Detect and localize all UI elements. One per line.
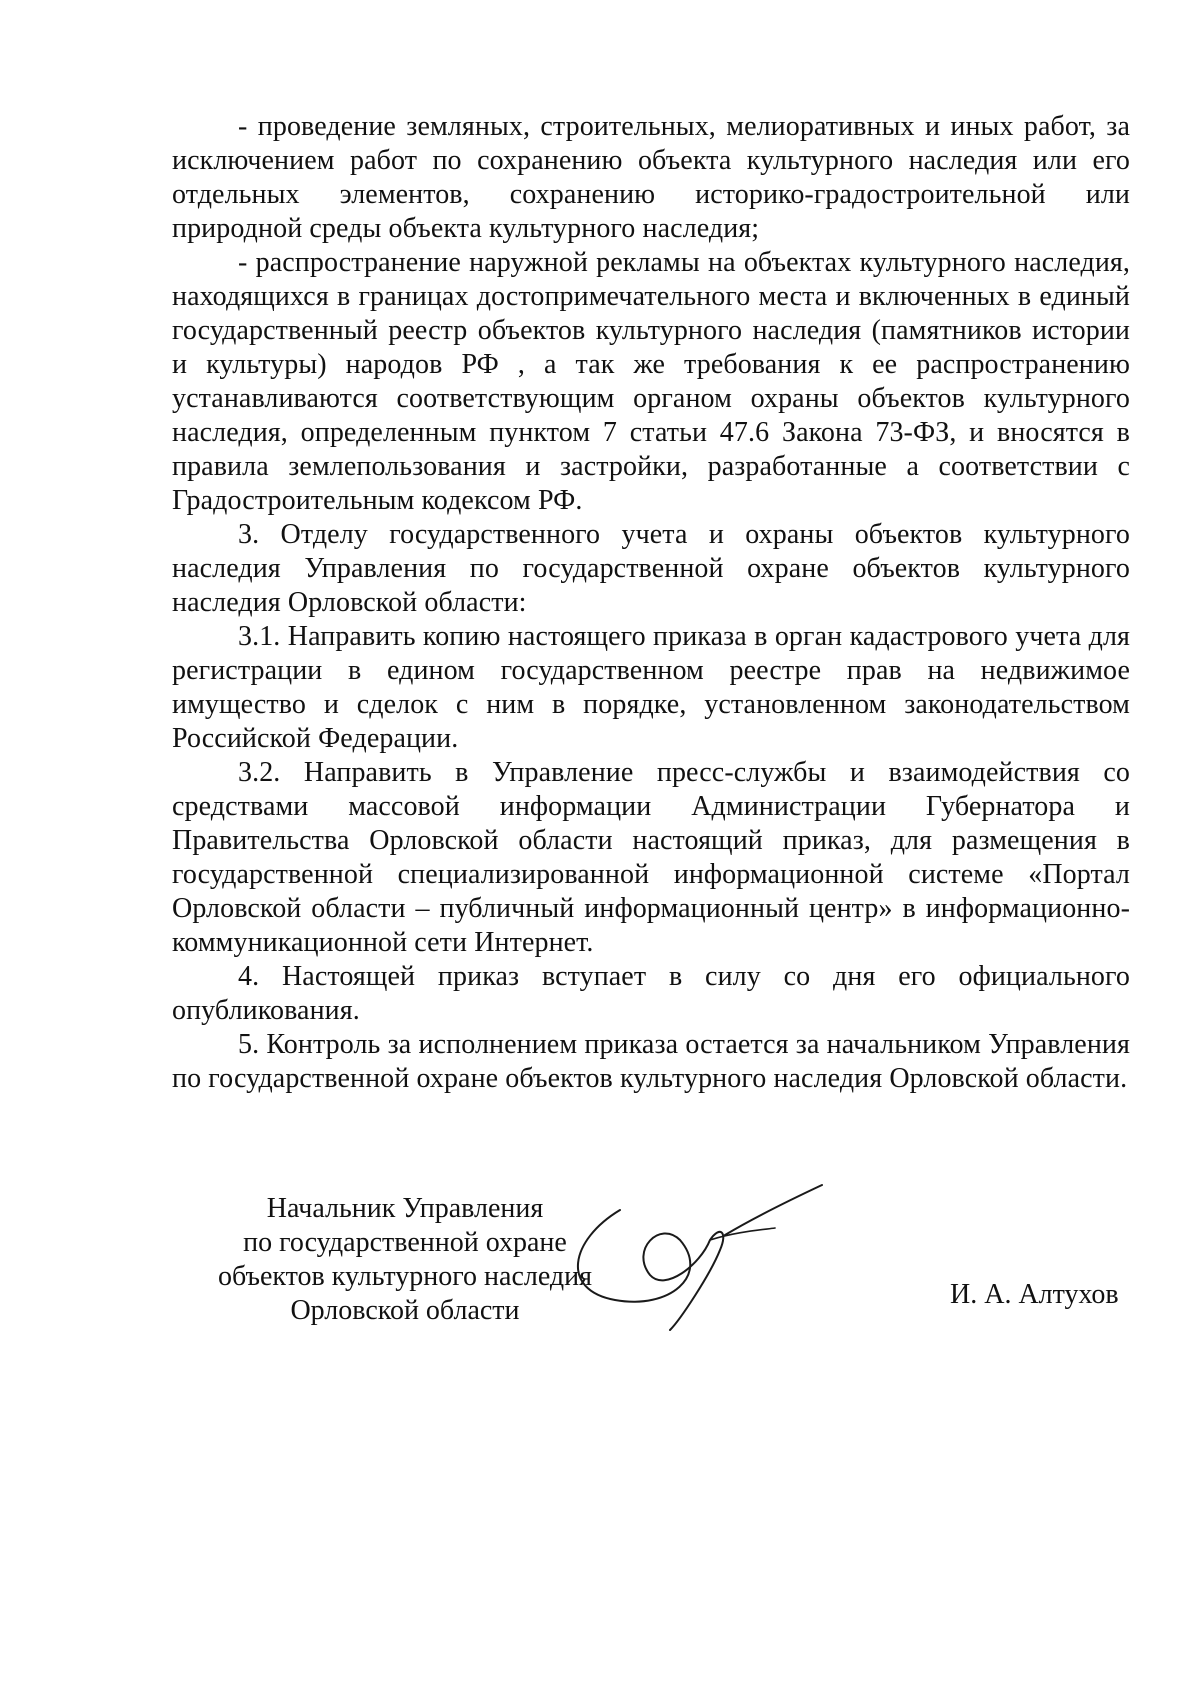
- signatory-title-line: по государственной охране: [243, 1227, 567, 1258]
- signatory-title-line: Орловской области: [290, 1295, 520, 1326]
- paragraph-item-3-1: 3.1. Направить копию настоящего приказа в орган кадастрового учета для регистрации в едином государственном реестре прав на недвижимое имущество и сделок с ним в порядке, установленном законодательством Российской Федерации.: [172, 621, 1130, 754]
- paragraph-earthworks: - проведение земляных, строительных, мелиоративных и иных работ, за исключением работ по сохранению объекта культурного наследия или его отдельных элементов, сохранению историко-градостроительной или природной среды объекта культурного наследия;: [172, 111, 1130, 244]
- handwritten-signature: [560, 1180, 840, 1340]
- paragraph-item-5: 5. Контроль за исполнением приказа остается за начальником Управления по государственной охране объектов культурного наследия Орловской области.: [172, 1029, 1130, 1094]
- paragraph-item-4: 4. Настоящей приказ вступает в силу со дня его официального опубликования.: [172, 961, 1130, 1026]
- signatory-title: [190, 1192, 620, 1328]
- paragraph-item-3: 3. Отделу государственного учета и охраны объектов культурного наследия Управления по государственной охране объектов культурного наследия Орловской области:: [172, 519, 1130, 618]
- signatory-title-line: объектов культурного наследия: [217, 1261, 593, 1292]
- signatory-title-line: Начальник Управления: [266, 1193, 544, 1224]
- paragraph-item-3-2: 3.2. Направить в Управление пресс-службы и взаимодействия со средствами массовой информации Администрации Губернатора и Правительства Орловской области настоящий приказ, для размещения в государственной специализированной информационной системе «Портал Орловской области – публичный информационный центр» в информационно-коммуникационной сети Интернет.: [172, 757, 1130, 958]
- signatory-name: И. А. Алтухов: [950, 1279, 1119, 1310]
- document-body: [172, 110, 1130, 1096]
- paragraph-advertising: - распространение наружной рекламы на объектах культурного наследия, находящихся в границах достопримечательного места и включенных в единый государственный реестр объектов культурного наследия (памятников истории и культуры) народов РФ , а так же требования к ее распространению устанавливаются соответствующим органом охраны объектов культурного наследия, определенным пунктом 7 статьи 47.6 Закона 73-ФЗ, и вносятся в правила землепользования и застройки, разработанные а соответствии с Градостроительным кодексом РФ.: [172, 247, 1130, 516]
